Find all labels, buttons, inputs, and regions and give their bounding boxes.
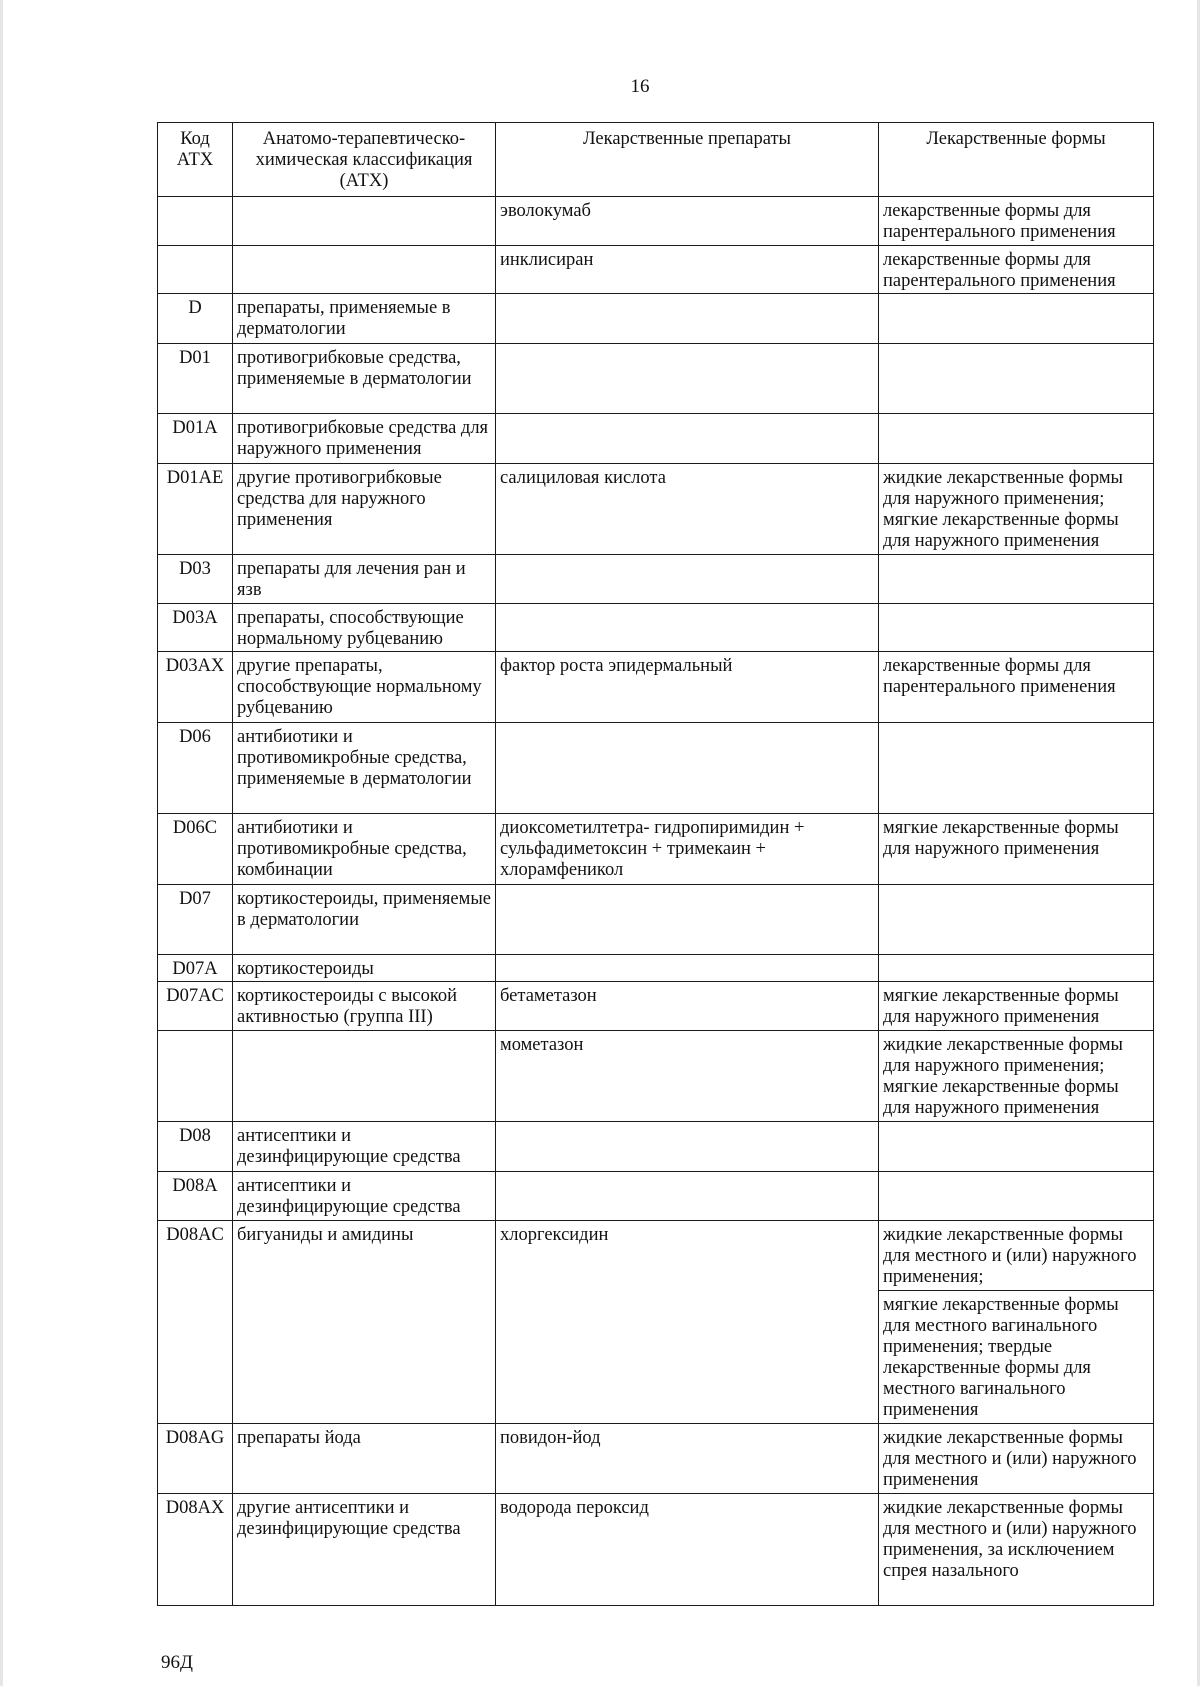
cell-drug (496, 344, 879, 414)
cell-code: D07A (158, 955, 233, 982)
cell-code: D07AC (158, 982, 233, 1031)
cell-form (879, 723, 1154, 814)
cell-drug (496, 555, 879, 604)
cell-form (879, 414, 1154, 464)
cell-form (879, 1172, 1154, 1221)
table-header-row (158, 123, 1154, 197)
cell-form: жидкие лекарственные формы для местного и (или) наружного применения (879, 1424, 1154, 1494)
cell-drug: инклисиран (496, 246, 879, 294)
cell-drug: водорода пероксид (496, 1494, 879, 1606)
cell-form (879, 604, 1154, 652)
header-code: Код АТХ (158, 123, 233, 197)
cell-code (158, 197, 233, 246)
cell-classification: препараты, применяемые в дерматологии (233, 294, 496, 344)
cell-code: D08AC (158, 1221, 233, 1424)
header-drugs: Лекарственные препараты (496, 123, 879, 197)
cell-classification: препараты йода (233, 1424, 496, 1494)
cell-drug (496, 885, 879, 955)
page-number: 16 (630, 76, 650, 97)
cell-classification: противогрибковые средства, применяемые в дерматологии (233, 344, 496, 414)
cell-drug (496, 414, 879, 464)
cell-form: лекарственные формы для парентерального применения (879, 652, 1154, 723)
table-row (158, 555, 1154, 604)
cell-drug: бетаметазон (496, 982, 879, 1031)
cell-code: D06C (158, 814, 233, 885)
cell-classification: другие антисептики и дезинфицирующие средства (233, 1494, 496, 1606)
cell-classification: препараты, способствующие нормальному рубцеванию (233, 604, 496, 652)
cell-form: жидкие лекарственные формы для местного и (или) наружного применения; (879, 1221, 1154, 1291)
cell-drug: повидон-йод (496, 1424, 879, 1494)
cell-form: жидкие лекарственные формы для наружного применения; мягкие лекарственные формы для наружного применения (879, 1031, 1154, 1122)
cell-form (879, 955, 1154, 982)
cell-classification: антибиотики и противомикробные средства, применяемые в дерматологии (233, 723, 496, 814)
cell-drug (496, 955, 879, 982)
cell-form: жидкие лекарственные формы для местного и (или) наружного применения, за исключением спрея назального (879, 1494, 1154, 1606)
table-row (158, 604, 1154, 652)
cell-code: D08 (158, 1122, 233, 1172)
cell-classification: другие противогрибковые средства для наружного применения (233, 464, 496, 555)
cell-classification: антисептики и дезинфицирующие средства (233, 1122, 496, 1172)
cell-code: D03AX (158, 652, 233, 723)
cell-drug (496, 1172, 879, 1221)
scan-edge-left (0, 0, 3, 1686)
cell-code (158, 246, 233, 294)
cell-code: D03 (158, 555, 233, 604)
table-row (158, 1122, 1154, 1172)
cell-classification (233, 246, 496, 294)
cell-code: D01A (158, 414, 233, 464)
cell-drug: хлоргексидин (496, 1221, 879, 1424)
document-footer-code: 96Д (161, 1652, 193, 1673)
cell-drug (496, 1122, 879, 1172)
cell-form: лекарственные формы для парентерального применения (879, 197, 1154, 246)
cell-drug: салициловая кислота (496, 464, 879, 555)
cell-classification: кортикостероиды с высокой активностью (группа III) (233, 982, 496, 1031)
cell-code: D (158, 294, 233, 344)
table-row (158, 294, 1154, 344)
header-classification: Анатомо-терапевтическо-химическая классификация (АТХ) (233, 123, 496, 197)
cell-drug (496, 723, 879, 814)
cell-drug (496, 604, 879, 652)
table-row (158, 814, 1154, 885)
cell-form (879, 344, 1154, 414)
table-row (158, 344, 1154, 414)
cell-drug (496, 294, 879, 344)
cell-code: D07 (158, 885, 233, 955)
cell-form (879, 294, 1154, 344)
cell-drug: фактор роста эпидермальный (496, 652, 879, 723)
table-row (158, 414, 1154, 464)
cell-form: лекарственные формы для парентерального применения (879, 246, 1154, 294)
table-row (158, 197, 1154, 246)
cell-form (879, 1122, 1154, 1172)
table-row (158, 955, 1154, 982)
table-row (158, 652, 1154, 723)
table-row (158, 1494, 1154, 1606)
cell-drug: диоксометилтетра- гидропиримидин + сульфадиметоксин + тримекаин + хлорамфеникол (496, 814, 879, 885)
cell-form: мягкие лекарственные формы для наружного применения (879, 814, 1154, 885)
cell-classification: противогрибковые средства для наружного применения (233, 414, 496, 464)
cell-code (158, 1031, 233, 1122)
cell-form (879, 885, 1154, 955)
cell-code: D03A (158, 604, 233, 652)
cell-code: D08AX (158, 1494, 233, 1606)
cell-classification: антибиотики и противомикробные средства, комбинации (233, 814, 496, 885)
cell-code: D01 (158, 344, 233, 414)
cell-classification: кортикостероиды (233, 955, 496, 982)
cell-classification (233, 1031, 496, 1122)
cell-form: мягкие лекарственные формы для наружного применения (879, 982, 1154, 1031)
cell-classification: бигуаниды и амидины (233, 1221, 496, 1424)
cell-drug: эволокумаб (496, 197, 879, 246)
table-row (158, 885, 1154, 955)
table-row (158, 464, 1154, 555)
atc-table (157, 122, 1154, 1606)
cell-classification: кортикостероиды, применяемые в дерматологии (233, 885, 496, 955)
table-row (158, 246, 1154, 294)
table-row (158, 982, 1154, 1031)
table-row (158, 1424, 1154, 1494)
cell-code: D08AG (158, 1424, 233, 1494)
cell-code: D08A (158, 1172, 233, 1221)
cell-classification: препараты для лечения ран и язв (233, 555, 496, 604)
cell-classification: другие препараты, способствующие нормальному рубцеванию (233, 652, 496, 723)
cell-form (879, 555, 1154, 604)
table-row (158, 723, 1154, 814)
table-row (158, 1031, 1154, 1122)
cell-code: D01AE (158, 464, 233, 555)
cell-form: жидкие лекарственные формы для наружного применения; мягкие лекарственные формы для наружного применения (879, 464, 1154, 555)
cell-classification: антисептики и дезинфицирующие средства (233, 1172, 496, 1221)
table-row (158, 1221, 1154, 1291)
cell-drug: мометазон (496, 1031, 879, 1122)
cell-code: D06 (158, 723, 233, 814)
table-row (158, 1172, 1154, 1221)
header-forms: Лекарственные формы (879, 123, 1154, 197)
cell-classification (233, 197, 496, 246)
cell-form-continued: мягкие лекарственные формы для местного вагинального применения; твердые лекарственные формы для местного вагинального применения (879, 1291, 1154, 1424)
